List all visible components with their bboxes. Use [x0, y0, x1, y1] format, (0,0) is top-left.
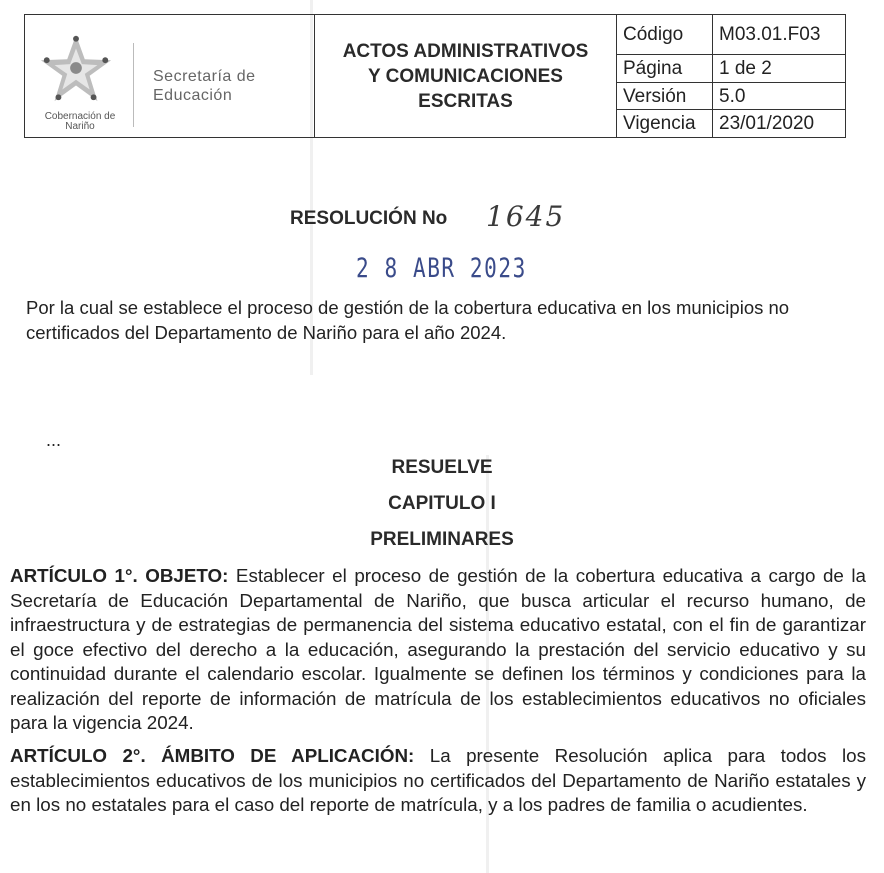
meta-row	[617, 83, 845, 110]
resolution-number: 1645	[486, 200, 566, 233]
form-title-line: ACTOS ADMINISTRATIVOS	[342, 40, 589, 62]
org-name: Secretaría de Educación	[153, 68, 256, 104]
heading-preliminares: PRELIMINARES	[370, 529, 514, 550]
meta-value: 5.0	[719, 86, 746, 107]
resolution-purpose: Por la cual se establece el proceso de gestión de la cobertura educativa en los municipios no certificados del Departamento de Nariño para el año 2024.	[26, 297, 790, 343]
logo-cell	[25, 15, 315, 137]
article-1	[10, 564, 866, 736]
heading-capitulo: CAPITULO I	[388, 493, 496, 514]
omission-ellipsis: ...	[46, 430, 62, 450]
article-2-text: La presente Resolución aplica para todos los establecimientos educativos de los municipios no certificados del Departamento de Nariño estatales y en los no estatales para el caso del reporte de matrícula, y a los padres de familia o acudientes.	[10, 745, 867, 815]
date-stamp: 2 8 ABR 2023	[356, 253, 527, 284]
meta-key: Vigencia	[617, 110, 713, 137]
meta-row	[617, 55, 845, 83]
meta-table	[617, 15, 845, 137]
heading-resuelve: RESUELVE	[391, 457, 493, 478]
form-title-line: ESCRITAS	[418, 90, 513, 112]
meta-row	[617, 15, 845, 55]
form-title	[315, 15, 617, 137]
form-title-line: Y COMUNICACIONES	[368, 65, 563, 87]
document-header	[24, 14, 846, 138]
meta-key: Versión	[617, 83, 713, 109]
article-2-heading: ARTÍCULO 2°. ÁMBITO DE APLICACIÓN:	[10, 745, 415, 766]
meta-value: 1 de 2	[719, 58, 772, 79]
logo-caption: Cobernación de Nariño	[44, 111, 116, 132]
meta-key: Código	[617, 15, 713, 54]
meta-value: M03.01.F03	[719, 24, 821, 45]
resolution-title: RESOLUCIÓN No	[290, 208, 448, 229]
article-1-heading: ARTÍCULO 1°. OBJETO:	[10, 565, 229, 586]
meta-key: Página	[617, 55, 713, 82]
meta-value: 23/01/2020	[719, 113, 815, 134]
gobernacion-logo-icon	[37, 29, 115, 107]
article-1-text: Establecer el proceso de gestión de la cobertura educativa a cargo de la Secretaría de Educación Departamental de Nariño, que busca articular el recurso humano, de infraestructura y de estrategias de permanencia del sistema educativo estatal, con el fin de garantizar el goce efectivo del derecho a la educación, asegurando la prestación del servicio educativo y su continuidad durante el calendario escolar. Igualmente se definen los términos y condiciones para la realización del reporte de información de matrícula de los establecimientos educativos no oficiales para la vigencia 2024.	[10, 565, 867, 733]
article-2	[10, 744, 866, 818]
meta-row	[617, 110, 845, 137]
logo-divider	[133, 43, 134, 127]
